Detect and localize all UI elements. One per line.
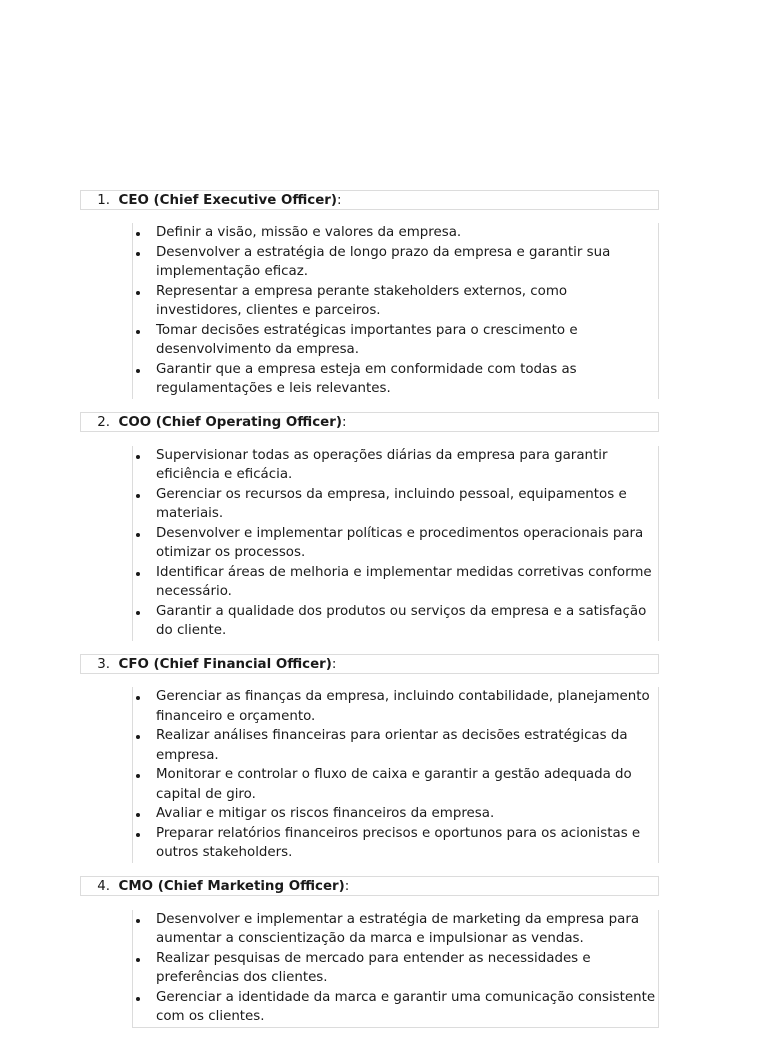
list-item: Identificar áreas de melhoria e implementar medidas corretivas conforme necessário. — [133, 563, 658, 602]
section-ceo — [80, 190, 659, 399]
bullet-list — [132, 687, 659, 863]
list-item: Avaliar e mitigar os riscos financeiros da empresa. — [133, 804, 658, 824]
list-item: Monitorar e controlar o fluxo de caixa e garantir a gestão adequada do capital de giro. — [133, 765, 658, 804]
list-item: Realizar análises financeiras para orientar as decisões estratégicas da empresa. — [133, 726, 658, 765]
role-title: CEO (Chief Executive Officer) — [118, 192, 338, 208]
list-number: 2. — [97, 414, 110, 430]
bullet-list — [132, 446, 659, 641]
document-body — [80, 190, 659, 1041]
list-item: Definir a visão, missão e valores da empresa. — [133, 223, 658, 243]
role-title: CMO (Chief Marketing Officer) — [118, 878, 345, 894]
section-cfo — [80, 654, 659, 863]
list-item: Gerenciar os recursos da empresa, incluindo pessoal, equipamentos e materiais. — [133, 485, 658, 524]
list-item: Supervisionar todas as operações diárias da empresa para garantir eficiência e eficácia. — [133, 446, 658, 485]
role-suffix: : — [341, 414, 347, 430]
section-heading — [80, 412, 659, 432]
list-item: Preparar relatórios financeiros precisos e oportunos para os acionistas e outros stakeholders. — [133, 824, 658, 863]
section-coo — [80, 412, 659, 640]
list-item: Tomar decisões estratégicas importantes para o crescimento e desenvolvimento da empresa. — [133, 321, 658, 360]
role-title: CFO (Chief Financial Officer) — [118, 656, 332, 672]
role-title: COO (Chief Operating Officer) — [118, 414, 342, 430]
section-cmo — [80, 876, 659, 1027]
section-heading — [80, 190, 659, 210]
role-suffix: : — [344, 878, 350, 894]
list-item: Desenvolver a estratégia de longo prazo da empresa e garantir sua implementação eficaz. — [133, 243, 658, 282]
bullet-list — [132, 910, 659, 1028]
list-number: 4. — [97, 878, 110, 894]
role-heading — [110, 877, 349, 896]
role-heading — [110, 191, 342, 210]
list-item: Gerenciar a identidade da marca e garantir uma comunicação consistente com os clientes. — [133, 988, 658, 1027]
list-item: Desenvolver e implementar a estratégia de marketing da empresa para aumentar a conscientização da marca e impulsionar as vendas. — [133, 910, 658, 949]
section-heading — [80, 654, 659, 674]
list-number: 1. — [97, 192, 110, 208]
list-item: Realizar pesquisas de mercado para entender as necessidades e preferências dos clientes. — [133, 949, 658, 988]
list-number: 3. — [97, 656, 110, 672]
section-heading — [80, 876, 659, 896]
list-item: Representar a empresa perante stakeholders externos, como investidores, clientes e parceiros. — [133, 282, 658, 321]
list-item: Garantir que a empresa esteja em conformidade com todas as regulamentações e leis relevantes. — [133, 360, 658, 399]
role-suffix: : — [331, 656, 337, 672]
bullet-list — [132, 223, 659, 399]
list-item: Desenvolver e implementar políticas e procedimentos operacionais para otimizar os processos. — [133, 524, 658, 563]
list-item: Garantir a qualidade dos produtos ou serviços da empresa e a satisfação do cliente. — [133, 602, 658, 641]
role-heading — [110, 413, 346, 432]
role-heading — [110, 655, 336, 674]
list-item: Gerenciar as finanças da empresa, incluindo contabilidade, planejamento financeiro e orçamento. — [133, 687, 658, 726]
role-suffix: : — [337, 192, 342, 208]
